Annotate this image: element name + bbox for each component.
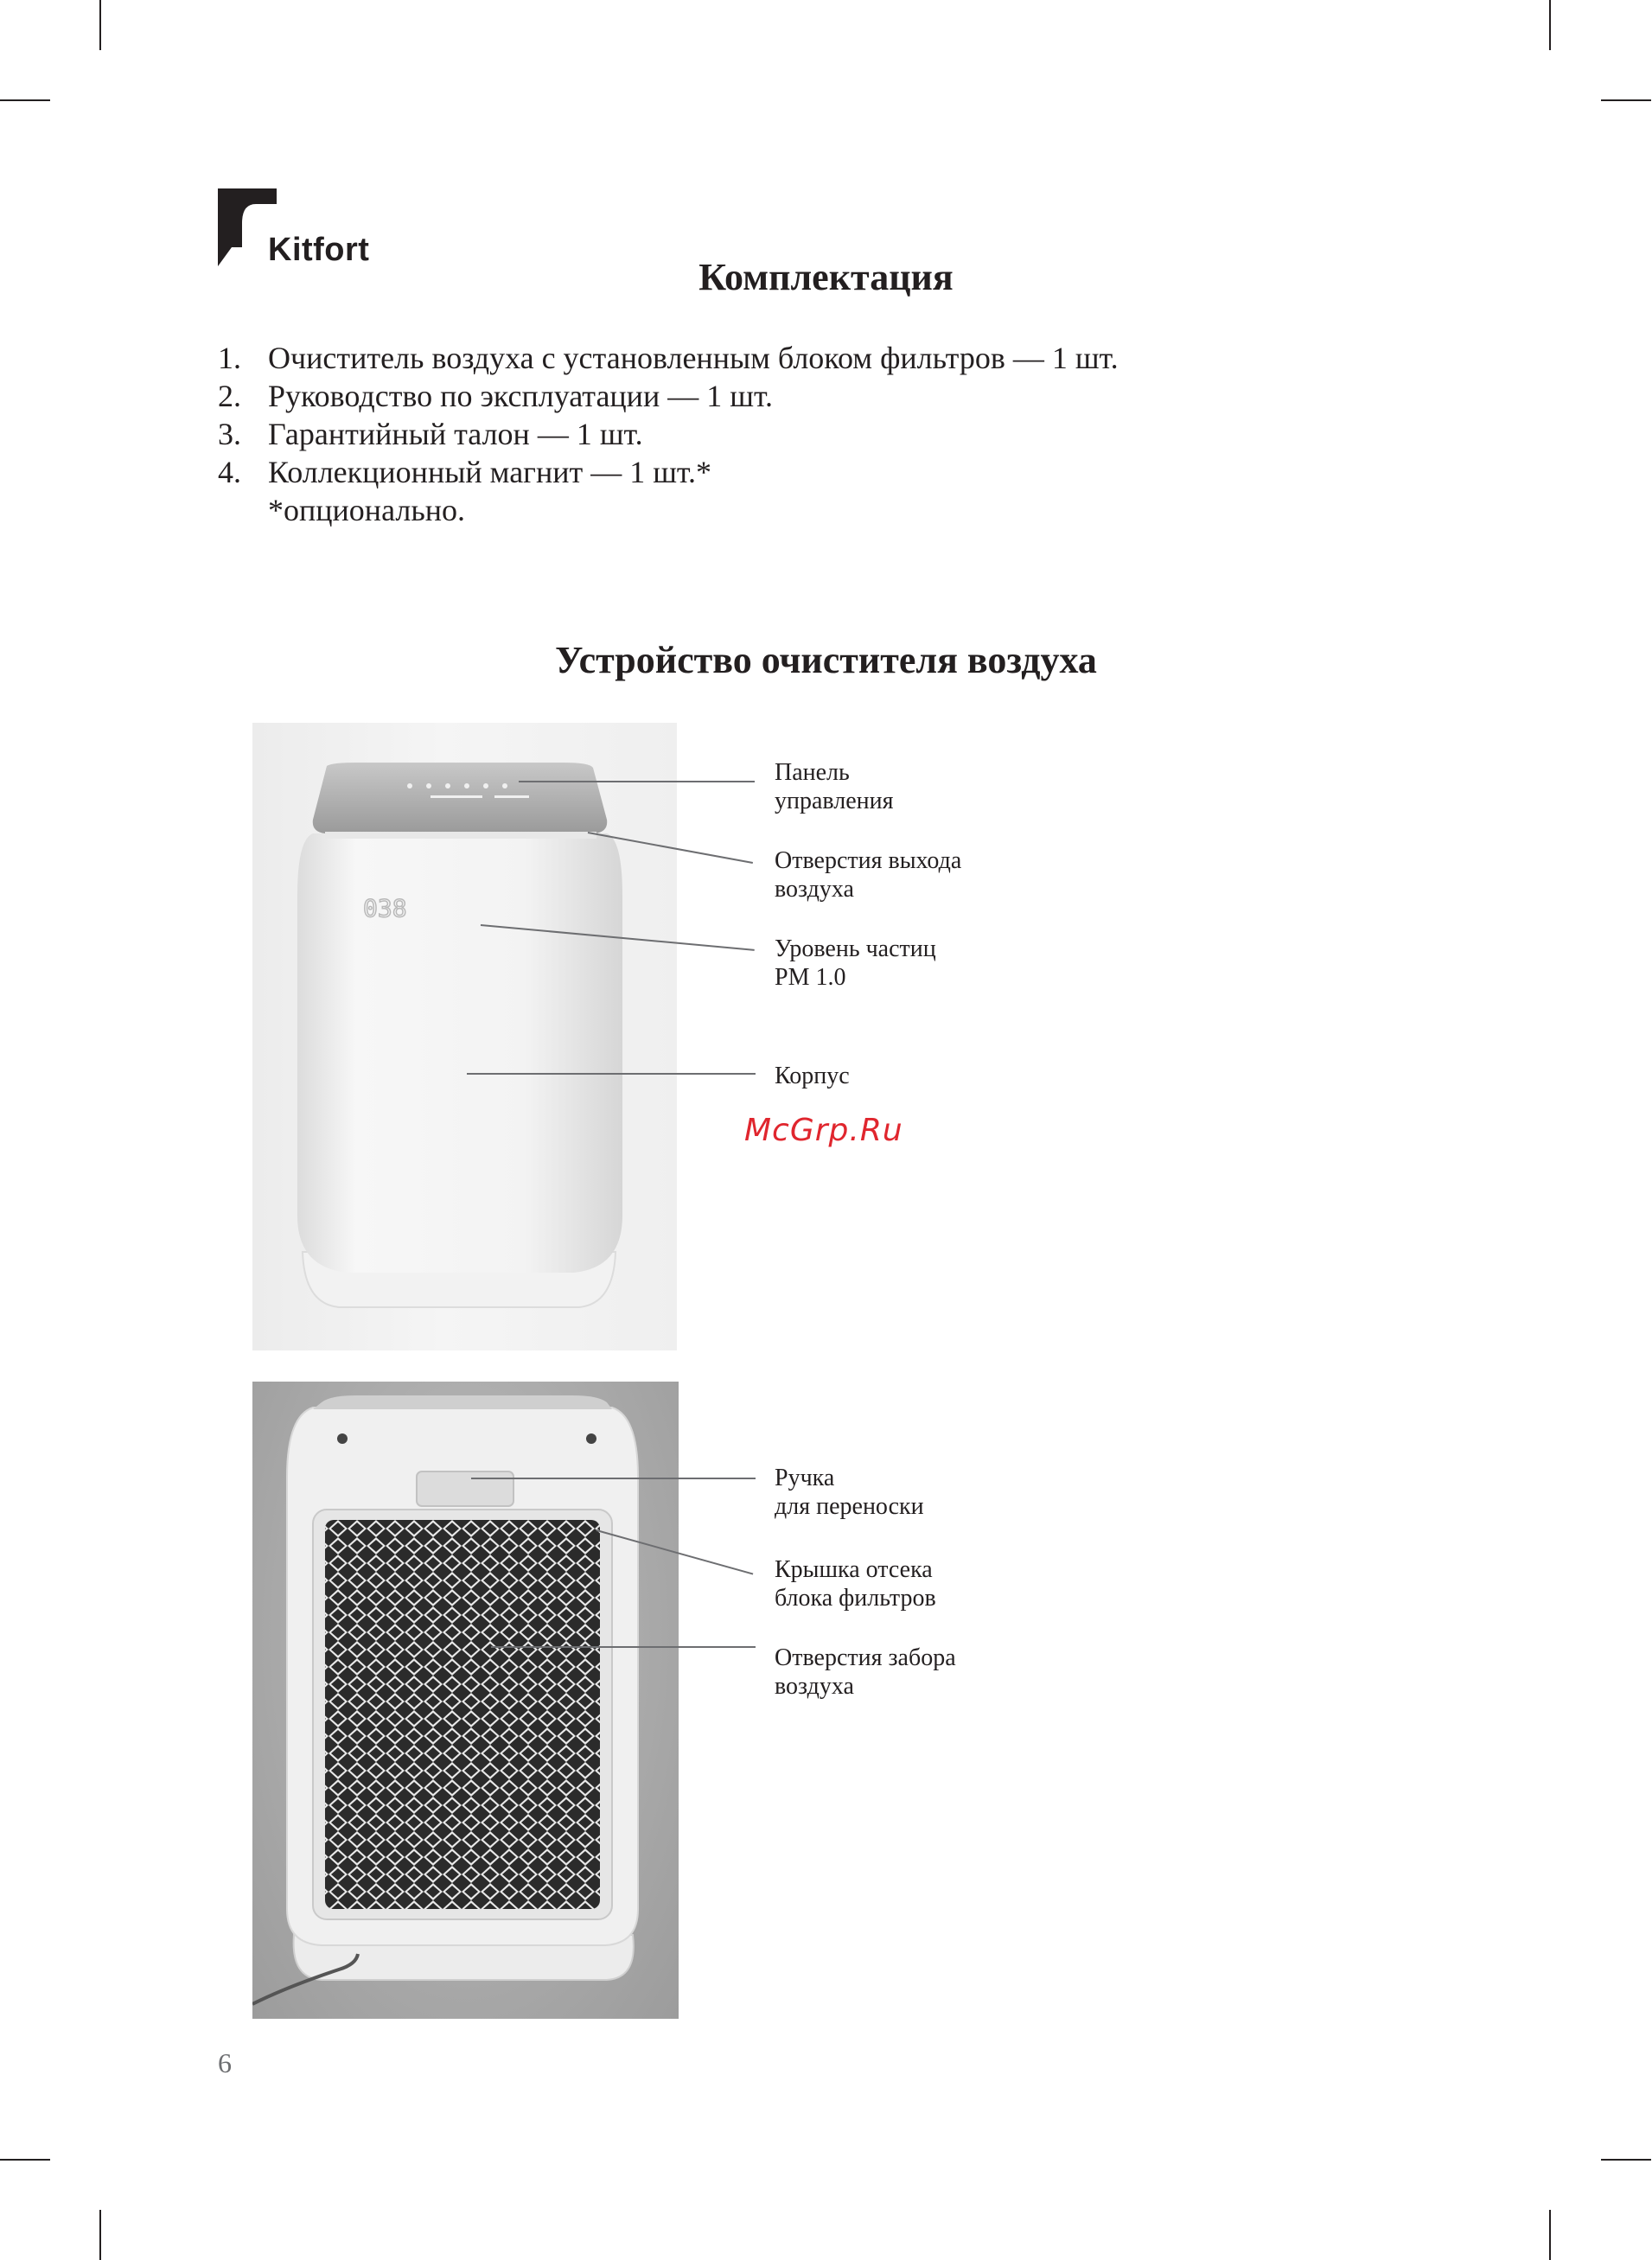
optional-note: *опционально. [268,493,466,527]
callout-control-panel: Панель управления [775,759,894,814]
leader-line [519,781,755,782]
crop-mark [1601,99,1651,101]
crop-mark [0,99,50,101]
section-title-device: Устройство очистителя воздуха [555,639,1097,681]
callout-carry-handle: Ручка для переноски [775,1465,924,1520]
crop-mark [1601,2159,1651,2161]
front-view-photo [252,723,677,1350]
section-title-package: Комплектация [698,256,954,298]
crop-mark [1549,2210,1551,2260]
callout-filter-cover: Крышка отсека блока фильтров [775,1556,936,1612]
watermark: McGrp.Ru [744,1113,903,1148]
page-number: 6 [218,2047,232,2078]
leader-line [467,1073,756,1075]
callout-air-intake: Отверстия забора воздуха [775,1644,956,1700]
leader-line [471,1478,756,1479]
leader-line [491,1646,756,1648]
list-item: 1. Очиститель воздуха с установленным блоком фильтров — 1 шт. [218,341,1119,375]
logo-text: Kitfort [268,232,370,268]
callout-housing: Корпус [775,1063,850,1089]
pm-display: 038 [363,894,407,923]
crop-mark [0,2159,50,2161]
list-item: 3. Гарантийный талон — 1 шт. [218,417,643,451]
callout-air-outlet: Отверстия выхода воздуха [775,847,962,903]
crop-mark [1549,0,1551,50]
list-item: 2. Руководство по эксплуатации — 1 шт. [218,379,773,413]
callout-pm-level: Уровень частиц PM 1.0 [775,935,936,991]
list-item: 4. Коллекционный магнит — 1 шт.* [218,455,711,489]
package-list [218,339,1119,491]
crop-mark [99,0,101,50]
air-purifier-front-illustration [252,723,677,1350]
crop-mark [99,2210,101,2260]
